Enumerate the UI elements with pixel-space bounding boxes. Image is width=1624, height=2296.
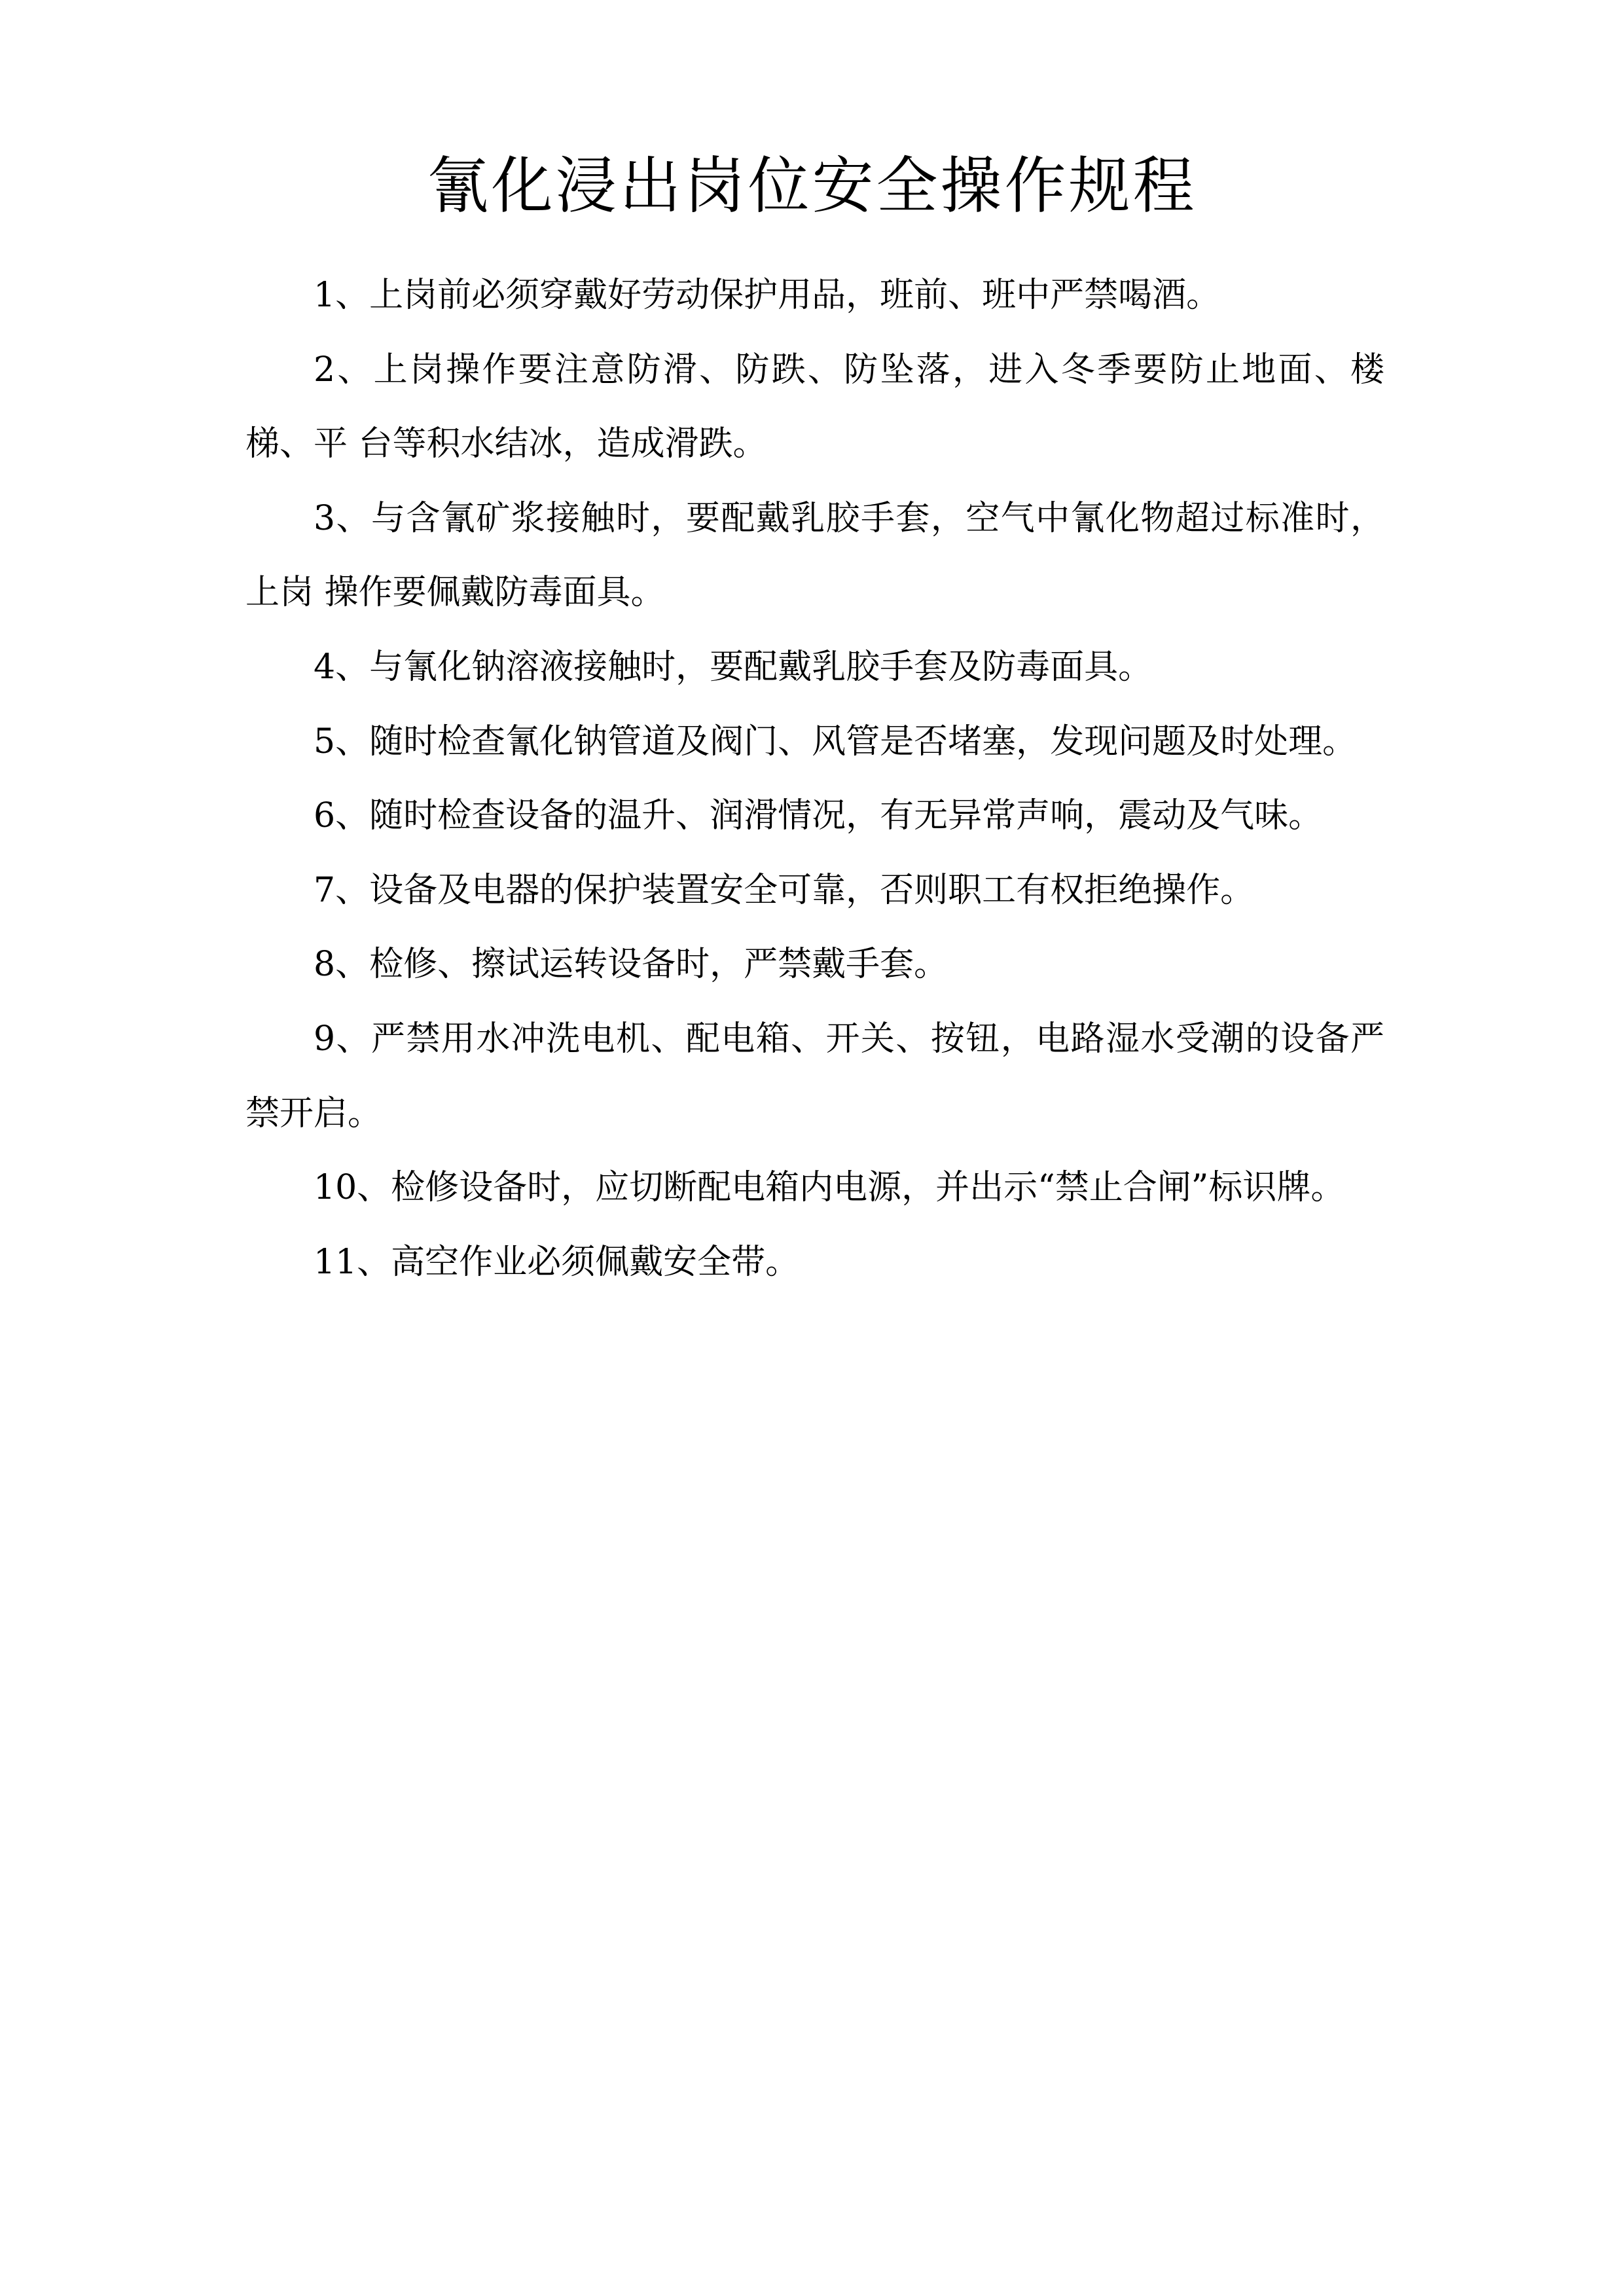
- rule-paragraph-2: 2、上岗操作要注意防滑、防跌、防坠落，进入冬季要防止地面、楼梯、平 台等积水结冰，造成滑跌。: [245, 350, 1384, 464]
- rule-paragraph-11: 11、高空作业必须佩戴安全带。: [314, 1242, 800, 1282]
- rule-paragraph-9: 9、严禁用水冲洗电机、配电箱、开关、按钮，电路湿水受潮的设备严禁开启。: [245, 1019, 1384, 1133]
- document-title: 氰化浸出岗位安全操作规程: [427, 151, 1197, 222]
- rule-paragraph-7: 7、设备及电器的保护装置安全可靠，否则职工有权拒绝操作。: [314, 870, 1255, 910]
- document-body: [245, 259, 1384, 1300]
- rule-paragraph-8: 8、检修、擦试运转设备时，严禁戴手套。: [314, 945, 948, 985]
- rule-paragraph-6: 6、随时检查设备的温升、润滑情况，有无异常声响，震动及气味。: [314, 796, 1323, 836]
- rule-paragraph-1: 1、上岗前必须穿戴好劳动保护用品，班前、班中严禁喝酒。: [314, 276, 1221, 315]
- rule-paragraph-5: 5、随时检查氰化钠管道及阀门、风管是否堵塞，发现问题及时处理。: [314, 721, 1357, 761]
- rule-paragraph-4: 4、与氰化钠溶液接触时，要配戴乳胶手套及防毒面具。: [314, 647, 1153, 687]
- rule-paragraph-10: 10、检修设备时，应切断配电箱内电源，并出示“禁止合闸”标识牌。: [314, 1168, 1345, 1208]
- rule-paragraph-3: 3、与含氰矿浆接触时，要配戴乳胶手套，空气中氰化物超过标准时，上岗 操作要佩戴防毒面具。: [245, 498, 1384, 613]
